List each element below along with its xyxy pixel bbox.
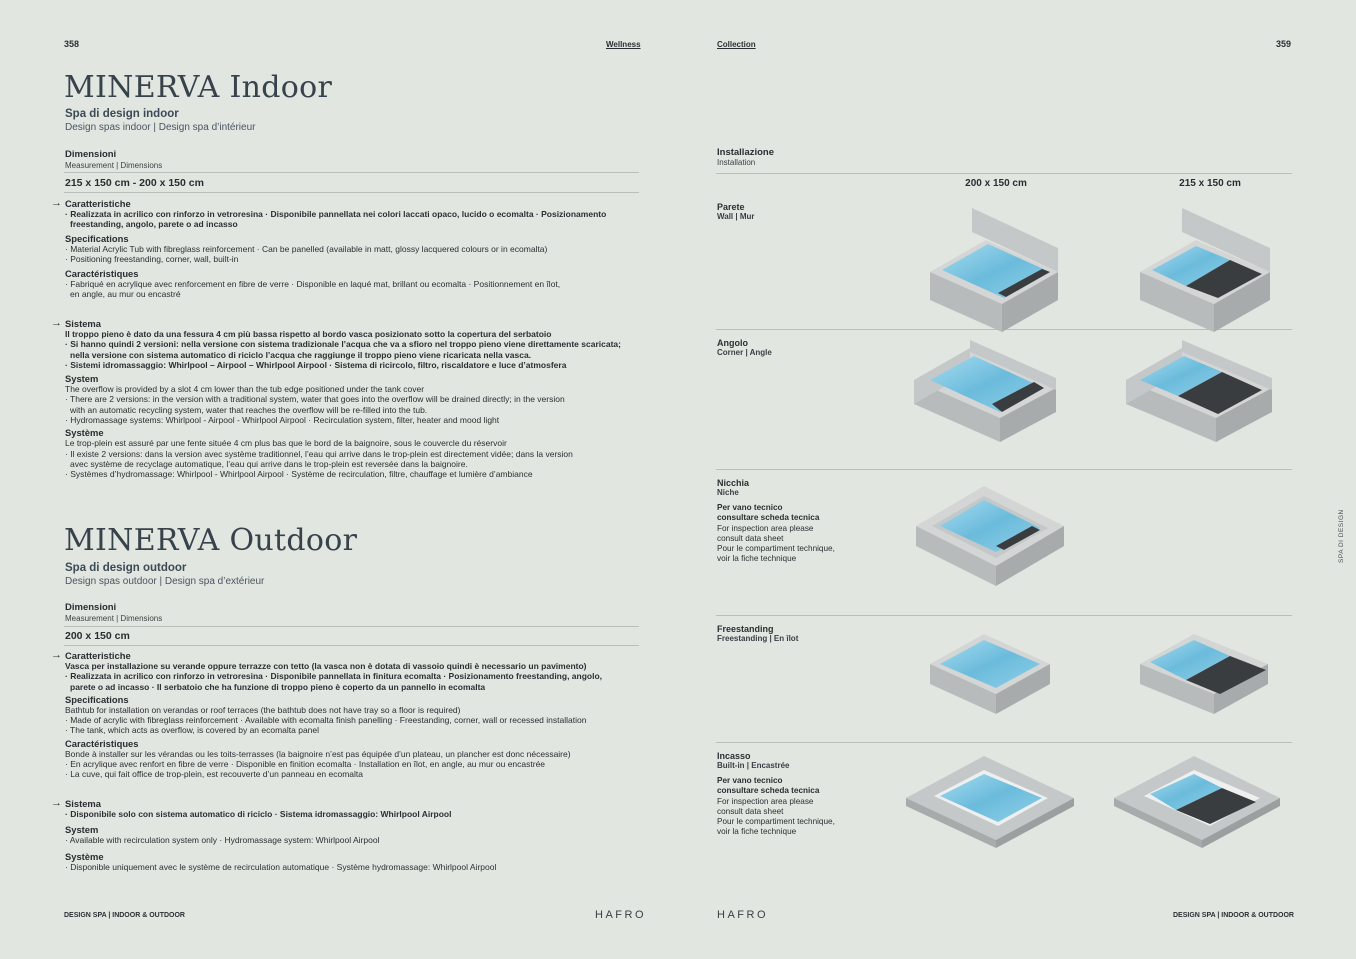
indoor-system-en-line: · Hydromassage systems: Whirlpool - Airpool - Whirlpool Airpool · Recirculation system, filter, heater and mood light bbox=[65, 415, 500, 426]
indoor-features-it-line: freestanding, angolo, parete o ad incasso bbox=[70, 219, 238, 230]
outdoor-system-heading-fr: Système bbox=[65, 850, 104, 862]
indoor-system-it-line: nella versione con sistema automatico di riciclo l’acqua che raggiunge il troppo pieno viene ricaricata nella vasca. bbox=[70, 349, 532, 360]
indoor-dim-sublabel: Measurement | Dimensions bbox=[65, 161, 163, 170]
outdoor-features-it-line: · Realizzata in acrilico con rinforzo in vetroresina · Disponibile pannellata in finitura ecomalta · Posizionamento freestanding, angolo, bbox=[65, 671, 603, 682]
indoor-system-en-line: with an automatic recycling system, water that reaches the overflow will be re-filled into the tub. bbox=[70, 404, 428, 415]
arrow-right-icon: → bbox=[51, 197, 62, 209]
row-label: Freestanding bbox=[717, 624, 774, 634]
indoor-dim-value: 215 x 150 cm - 200 x 150 cm bbox=[65, 177, 204, 189]
page-number-right: 359 bbox=[1276, 39, 1292, 49]
outdoor-features-heading-fr: Caractéristiques bbox=[65, 737, 139, 749]
row-label: Angolo bbox=[717, 338, 748, 348]
indoor-system-fr-line: avec système de recyclage automatique, l’eau qui arrive dans le trop-plein est reversée dans la baignoire. bbox=[70, 458, 468, 469]
indoor-features-fr-line: · Fabriqué en acrylique avec renforcement en fibre de verre · Disponible en laqué mat, brillant ou ecomalta · Positionnement en îlot, bbox=[65, 279, 561, 290]
indoor-title: MINERVA Indoor bbox=[64, 70, 333, 105]
row-note-line: For inspection area please bbox=[717, 796, 814, 806]
row-sublabel: Niche bbox=[717, 488, 739, 497]
spa-wall-215 bbox=[1140, 208, 1270, 332]
column-header-215x150: 215 x 150 cm bbox=[1179, 178, 1241, 189]
indoor-features-en-line: · Positioning freestanding, corner, wall, built-in bbox=[65, 253, 239, 264]
row-sublabel: Built-in | Encastrée bbox=[717, 761, 790, 770]
install-sublabel: Installation bbox=[717, 158, 756, 167]
outdoor-system-en-line: · Available with recirculation system only · Hydromassage system: Whirlpool Airpool bbox=[65, 835, 380, 846]
indoor-features-fr-line: en angle, au mur ou encastré bbox=[70, 289, 181, 300]
row-note-line: voir la fiche technique bbox=[717, 827, 797, 837]
spa-corner-215 bbox=[1126, 340, 1272, 442]
outdoor-features-block bbox=[65, 650, 640, 780]
outdoor-features-fr-line: · En acrylique avec renfort en fibre de verre · Disponible en finition ecomalta · Installation en îlot, en angle, au mur ou encastrée bbox=[65, 759, 546, 770]
arrow-right-icon: → bbox=[51, 649, 62, 661]
outdoor-features-it-line: Vasca per installazione su verande oppure terrazze con tetto (la vasca non è dotata di vassoio quindi è necessario un pavimento) bbox=[65, 661, 587, 671]
row-label: Incasso bbox=[717, 751, 751, 761]
outdoor-features-it-line: parete o ad incasso · Il serbatoio che ha funzione di troppo pieno è coperto da un pannello in ecomalta bbox=[70, 681, 486, 692]
column-header-200x150: 200 x 150 cm bbox=[965, 178, 1027, 189]
page-number-left: 358 bbox=[64, 39, 80, 49]
outdoor-system-it-line: · Disponibile solo con sistema automatico di riciclo · Sistema idromassaggio: Whirlpool Airpool bbox=[65, 809, 452, 819]
spa-niche-200 bbox=[916, 486, 1064, 586]
outdoor-system-fr-line: · Disponible uniquement avec le système de recirculation automatique · Système hydromassage: Whirlpool Airpool bbox=[65, 861, 497, 872]
row-note-line: voir la fiche technique bbox=[717, 554, 797, 564]
outdoor-system-block bbox=[65, 798, 640, 872]
spa-corner-200 bbox=[914, 340, 1056, 442]
indoor-features-it-line: · Realizzata in acrilico con rinforzo in vetroresina · Disponibile pannellata nei colori laccati opaco, lucido o ecomalta · Posizionamento bbox=[65, 209, 607, 219]
row-note-line: Pour le compartiment technique, bbox=[717, 817, 835, 827]
indoor-system-en-line: · There are 2 versions: in the version with a traditional system, water that goes into the overflow will be drained directly; in the version bbox=[65, 394, 565, 405]
indoor-system-it-line: Il troppo pieno è dato da una fessura 4 cm più bassa rispetto al bordo vasca posizionato sotto la copertura del serbatoio bbox=[65, 329, 552, 339]
outdoor-subtitle-en-fr: Design spas outdoor | Design spa d’extérieur bbox=[65, 576, 265, 587]
outdoor-title: MINERVA Outdoor bbox=[64, 523, 358, 558]
divider bbox=[64, 645, 639, 646]
indoor-features-en-line: · Material Acrylic Tub with fibreglass reinforcement · Can be panelled (available in matt, glossy lacquered colours or in ecomalta) bbox=[65, 243, 548, 254]
row-label: Nicchia bbox=[717, 478, 750, 488]
indoor-system-fr-line: · Il existe 2 versions: dans la version avec système traditionnel, l’eau qui arrive dans le trop-plein est directement vidée; dans la version bbox=[65, 448, 573, 459]
spa-builtin-215 bbox=[1114, 756, 1280, 848]
indoor-subtitle-en-fr: Design spas indoor | Design spa d’intérieur bbox=[65, 122, 256, 133]
row-note-line: consult data sheet bbox=[717, 533, 784, 543]
indoor-features-heading-it: Caratteristiche bbox=[65, 198, 131, 209]
indoor-system-heading-en: System bbox=[65, 373, 99, 385]
spa-builtin-200 bbox=[906, 756, 1074, 848]
row-note-line: consultare scheda tecnica bbox=[717, 513, 820, 523]
row-sublabel: Freestanding | En îlot bbox=[717, 634, 799, 643]
divider bbox=[716, 173, 1292, 174]
row-note-line: Pour le compartiment technique, bbox=[717, 544, 835, 554]
outdoor-system-heading-it: Sistema bbox=[65, 798, 101, 809]
indoor-system-it-line: · Si hanno quindi 2 versioni: nella versione con sistema tradizionale l’acqua che va a sfioro nel troppo pieno viene direttamente scaricata; bbox=[65, 339, 621, 350]
divider bbox=[64, 626, 639, 627]
outdoor-features-en-line: Bathtub for installation on verandas or roof terraces (the bathtub does not have tray so a floor is required) bbox=[65, 704, 461, 715]
footer-text-right: DESIGN SPA | INDOOR & OUTDOOR bbox=[1173, 912, 1294, 919]
hafro-logo-left: HAFRO bbox=[595, 909, 646, 921]
indoor-features-heading-fr: Caractéristiques bbox=[65, 268, 139, 280]
spa-illustrations bbox=[700, 190, 1300, 870]
row-label: Parete bbox=[717, 202, 745, 212]
row-note-line: Per vano tecnico bbox=[717, 503, 783, 512]
header-link-collection[interactable]: Collection bbox=[717, 40, 756, 49]
outdoor-subtitle-it: Spa di design outdoor bbox=[65, 562, 187, 574]
indoor-system-heading-fr: Système bbox=[65, 427, 104, 439]
row-note-line: For inspection area please bbox=[717, 523, 814, 533]
indoor-system-fr-line: Le trop-plein est assuré par une fente située 4 cm plus bas que le bord de la baignoire, sous le couvercle du réservoir bbox=[65, 438, 507, 449]
indoor-system-fr-line: · Systèmes d’hydromassage: Whirlpool - Whirlpool Airpool · Système de recirculation, filtre, chauffage et lumière d’ambiance bbox=[65, 469, 533, 480]
arrow-right-icon: → bbox=[51, 797, 62, 809]
divider bbox=[64, 172, 639, 173]
indoor-system-heading-it: Sistema bbox=[65, 318, 101, 329]
header-link-wellness[interactable]: Wellness bbox=[606, 40, 641, 49]
spa-freestanding-200 bbox=[930, 634, 1050, 714]
side-tab-label: SPA DI DESIGN bbox=[1338, 509, 1345, 563]
indoor-system-block bbox=[65, 318, 640, 480]
install-label: Installazione bbox=[717, 147, 775, 158]
row-note-line: consultare scheda tecnica bbox=[717, 786, 820, 796]
outdoor-features-fr-line: · La cuve, qui fait office de trop-plein, est recouverte d’un panneau en ecomalta bbox=[65, 769, 364, 780]
outdoor-dim-sublabel: Measurement | Dimensions bbox=[65, 614, 163, 623]
outdoor-dim-value: 200 x 150 cm bbox=[65, 630, 130, 642]
outdoor-dim-label: Dimensioni bbox=[65, 602, 117, 613]
indoor-subtitle-it: Spa di design indoor bbox=[65, 108, 179, 120]
arrow-right-icon: → bbox=[51, 317, 62, 329]
hafro-logo-right: HAFRO bbox=[717, 909, 768, 921]
outdoor-features-en-line: · Made of acrylic with fibreglass reinforcement · Available with ecomalta finish panelling · Freestanding, corner, wall or recessed installation bbox=[65, 715, 587, 726]
indoor-system-en-line: The overflow is provided by a slot 4 cm lower than the tub edge positioned under the tank cover bbox=[65, 384, 425, 395]
outdoor-features-fr-line: Bonde à installer sur les vérandas ou les toits-terrasses (la baignoire n’est pas équipée d’un plateau, un plancher est donc nécessaire) bbox=[65, 748, 571, 759]
indoor-features-heading-en: Specifications bbox=[65, 232, 129, 244]
row-note-line: Per vano tecnico bbox=[717, 776, 783, 785]
outdoor-features-heading-en: Specifications bbox=[65, 693, 129, 705]
outdoor-system-heading-en: System bbox=[65, 824, 99, 836]
indoor-dim-label: Dimensioni bbox=[65, 149, 117, 160]
outdoor-features-en-line: · The tank, which acts as overflow, is covered by an ecomalta panel bbox=[65, 725, 320, 736]
spa-freestanding-215 bbox=[1140, 634, 1268, 714]
row-sublabel: Corner | Angle bbox=[717, 348, 772, 357]
spa-wall-200 bbox=[930, 208, 1058, 332]
row-note-line: consult data sheet bbox=[717, 806, 784, 816]
indoor-system-it-line: · Sistemi idromassaggio: Whirlpool – Airpool – Whirlpool Airpool · Sistema di ricircolo, filtro, riscaldatore e luce d’atmosfera bbox=[65, 359, 567, 370]
indoor-features-block bbox=[65, 198, 640, 300]
footer-text-left: DESIGN SPA | INDOOR & OUTDOOR bbox=[64, 912, 185, 919]
outdoor-features-heading-it: Caratteristiche bbox=[65, 650, 131, 661]
divider bbox=[64, 192, 639, 193]
row-sublabel: Wall | Mur bbox=[717, 212, 755, 221]
